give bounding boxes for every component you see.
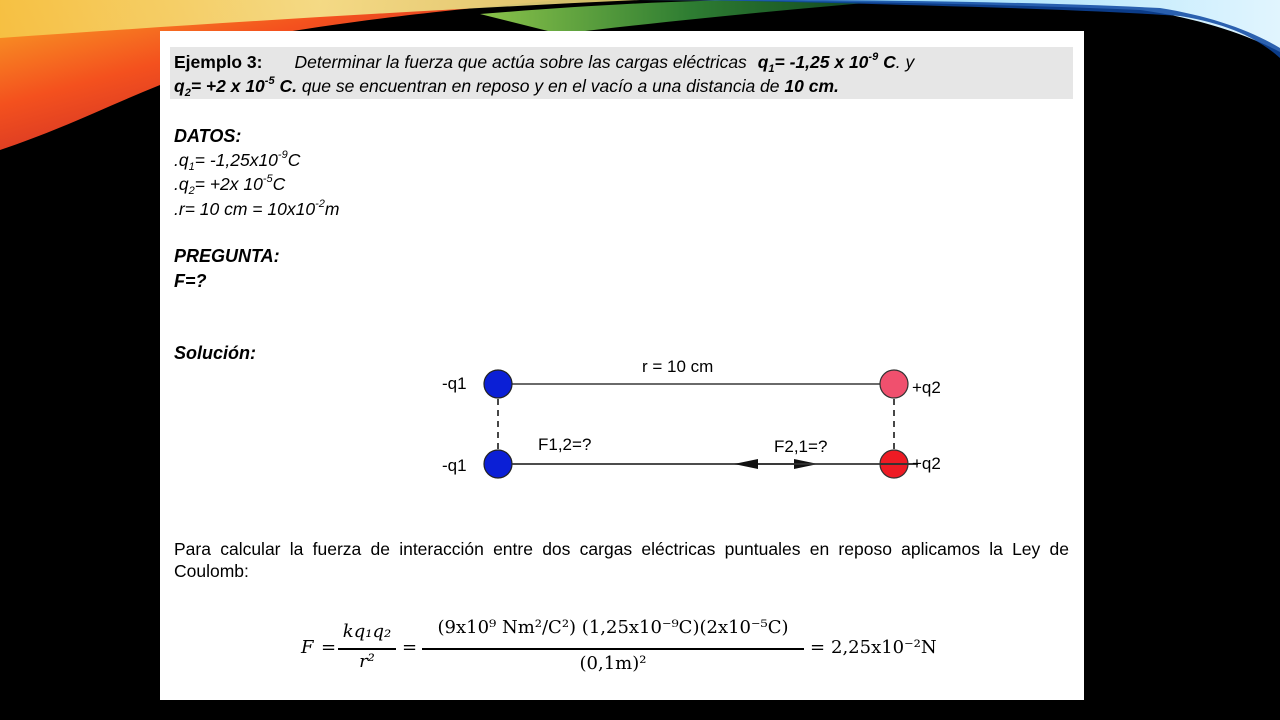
datos-q1-subscript: 1 [188,161,195,173]
solucion-heading: Solución: [174,343,256,363]
formula-num-charges: (1,25x10⁻⁹C)(2x10⁻⁵C) [581,617,789,638]
neg-charge-top-label: -q1 [442,374,467,393]
formula-eq2: = [402,637,418,658]
force21-arrow [730,454,890,474]
coulomb-formula [160,31,1084,700]
force21-label: F2,1=? [774,437,828,456]
datos-q2-unit: C [272,174,286,194]
formula-eq3: = [810,637,826,658]
q1-exponent: -9 [868,51,879,63]
formula-frac2-num [422,617,804,638]
datos-q1-value: = -1,25x10 [194,150,278,170]
q2-symbol: q [174,76,185,96]
force21-arrowhead [734,459,758,469]
datos-q2-symbol: .q [174,174,189,194]
formula-frac2-den: (0,1m)² [579,653,647,674]
datos-q1-symbol: .q [174,150,189,170]
q2-exponent: -5 [264,75,275,87]
datos-q1-exponent: -9 [277,149,288,161]
datos-q2-value: = +2x 10 [194,174,263,194]
datos-r-unit: m [324,199,340,219]
example-text-1: Determinar la fuerza que actúa sobre las cargas eléctricas [294,52,747,72]
datos-r-value: .r= 10 cm = 10x10 [174,199,316,219]
formula-eq1: = [321,637,337,658]
formula-frac1-bar [338,648,396,650]
pregunta-heading: PREGUNTA: [174,246,280,266]
formula-frac1-num: kq₁q₂ [342,621,392,642]
q2-unit: C. [279,76,297,96]
pregunta-text: F=? [174,271,207,291]
datos-r-exponent: -2 [315,198,325,210]
datos-q2-subscript: 2 [188,185,195,197]
q1-value: = -1,25 x 10 [774,52,869,72]
force12-label: F1,2=? [538,435,592,454]
document-page [160,31,1084,700]
q2-subscript: 2 [184,87,191,99]
q1-symbol: q [757,52,769,72]
datos-q1-unit: C [287,150,301,170]
q2-value: = +2 x 10 [190,76,265,96]
example-heading: Ejemplo 3: [174,52,263,72]
datos-heading: DATOS: [174,126,242,146]
neg-charge-bottom-label: -q1 [442,456,467,475]
datos-q2-exponent: -5 [262,173,273,185]
formula-num-constant: (9x10⁹ Nm²/C²) [437,617,577,638]
formula-frac1-den: r² [359,651,375,672]
q1-unit: C [883,52,896,72]
example-text-2: que se encuentran en reposo y en el vacío a una distancia de [301,76,780,96]
q1-subscript: 1 [768,63,775,75]
pos-charge-top-label: +q2 [912,378,941,397]
formula-result: 2,25x10⁻²N [831,637,937,658]
formula-frac2-bar [422,648,804,650]
example-conjunction: . y [895,52,915,72]
formula-lhs: F [301,637,314,658]
example-distance: 10 cm. [784,76,839,96]
distance-label: r = 10 cm [642,357,714,376]
pos-charge-bottom-label: +q2 [912,454,941,473]
coulomb-paragraph: Para calcular la fuerza de interacción entre dos cargas eléctricas puntuales en reposo aplicamos la Ley de Coulomb: [174,539,1069,581]
